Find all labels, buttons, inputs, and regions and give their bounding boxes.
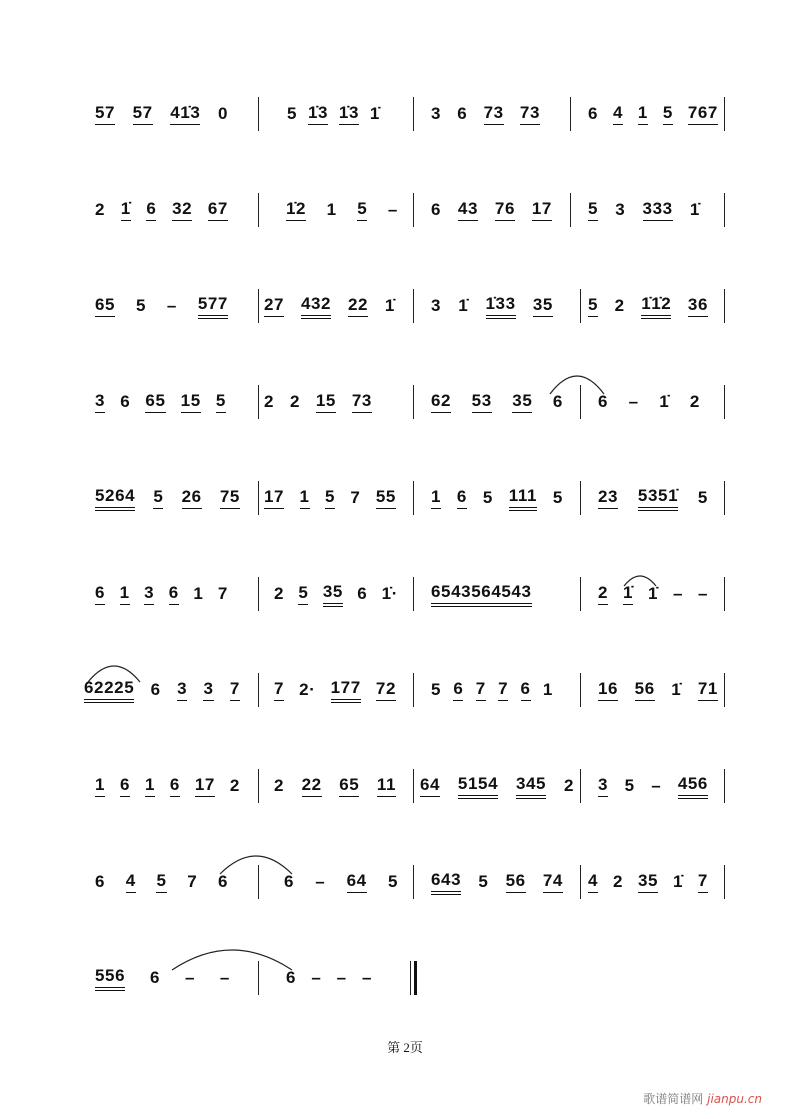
- note-group: 73: [352, 391, 372, 413]
- note-group: 3: [615, 200, 626, 219]
- note-group: 27: [264, 295, 284, 317]
- note-group: 456: [678, 774, 708, 799]
- note-group: 7: [476, 679, 486, 701]
- note-group: 5: [156, 871, 166, 893]
- note-group: 5: [588, 199, 598, 221]
- bar-line: [724, 385, 725, 419]
- measure: [431, 390, 563, 414]
- measure: [588, 102, 718, 126]
- note-group: 2·: [299, 680, 316, 699]
- note-group: 6: [169, 583, 179, 605]
- note-group: 5: [135, 296, 147, 315]
- note-group: 7: [698, 871, 708, 893]
- note-group: 1: [300, 487, 310, 509]
- bar-line: [258, 769, 259, 803]
- watermark-text: 歌谱简谱网: [643, 1092, 704, 1106]
- note-group: 2: [264, 392, 275, 411]
- measure: [95, 390, 226, 414]
- measure: [286, 966, 372, 990]
- note-group: 1̇: [121, 199, 131, 221]
- note-group: 345: [516, 774, 546, 799]
- note-group: 2: [563, 776, 574, 795]
- note-group: –: [672, 584, 684, 603]
- measure: [95, 582, 228, 606]
- measure: [264, 294, 395, 318]
- note-group: 67: [208, 199, 228, 221]
- bar-line: [580, 481, 581, 515]
- note-group: 177: [331, 678, 361, 703]
- note-group: 1̇: [623, 583, 633, 605]
- note-group: 2: [689, 392, 700, 411]
- measure: [84, 678, 240, 702]
- note-group: 1̇: [384, 296, 395, 315]
- note-group: –: [361, 968, 372, 987]
- measure: [598, 678, 718, 702]
- note-group: 432: [301, 294, 331, 319]
- bar-line: [413, 769, 414, 803]
- measure: [95, 966, 230, 990]
- note-group: –: [628, 392, 639, 411]
- note-group: 6: [453, 679, 463, 701]
- note-group: 5264: [95, 486, 135, 511]
- note-group: 7: [187, 872, 198, 891]
- note-group: 2: [274, 776, 285, 795]
- note-group: 2: [274, 584, 285, 603]
- measure: [95, 294, 228, 318]
- bar-line: [413, 97, 414, 131]
- measure: [264, 486, 396, 510]
- bar-line: [724, 193, 725, 227]
- note-group: 333: [643, 199, 673, 221]
- note-group: 1̇33: [486, 294, 516, 319]
- score-line: [0, 391, 790, 442]
- note-group: 57: [95, 103, 115, 125]
- note-group: 35: [512, 391, 532, 413]
- bar-line: [724, 865, 725, 899]
- note-group: 1: [431, 487, 441, 509]
- note-group: 7: [498, 679, 508, 701]
- note-group: 6: [95, 872, 106, 891]
- slur: [220, 856, 292, 874]
- note-group: 5: [697, 488, 708, 507]
- final-barline-thick: [414, 961, 417, 995]
- bar-line: [413, 193, 414, 227]
- note-group: 3: [598, 775, 608, 797]
- note-group: 7: [350, 488, 361, 507]
- note-group: 73: [484, 103, 504, 125]
- bar-line: [724, 769, 725, 803]
- note-group: 74: [543, 871, 563, 893]
- note-group: 111: [509, 486, 537, 511]
- measure: [598, 390, 700, 414]
- bar-line: [413, 481, 414, 515]
- note-group: 1̇3: [308, 103, 328, 125]
- note-group: 5: [153, 487, 163, 509]
- measure: [95, 870, 228, 894]
- note-group: 6: [120, 392, 131, 411]
- note-group: 6: [521, 679, 531, 701]
- note-group: 2: [289, 392, 300, 411]
- note-group: 41̇3: [170, 103, 200, 125]
- bar-line: [580, 865, 581, 899]
- note-group: 6: [457, 487, 467, 509]
- note-group: 5: [482, 488, 493, 507]
- note-group: 6: [284, 872, 295, 891]
- note-group: 6: [588, 104, 599, 123]
- note-group: 1̇: [659, 392, 670, 411]
- score-line: [0, 199, 790, 250]
- note-group: 53: [472, 391, 492, 413]
- note-group: 1̇: [369, 104, 380, 123]
- note-group: 1: [542, 680, 553, 699]
- bar-line: [570, 97, 571, 131]
- note-group: 3: [431, 104, 442, 123]
- measure: [95, 774, 240, 798]
- measure: [431, 294, 553, 318]
- note-group: 32: [172, 199, 192, 221]
- measure: [284, 870, 398, 894]
- bar-line: [724, 673, 725, 707]
- final-barline-thin: [410, 961, 411, 995]
- note-group: 7: [230, 679, 240, 701]
- note-group: 6: [217, 872, 228, 891]
- note-group: 6: [286, 968, 297, 987]
- note-group: 1: [193, 584, 204, 603]
- measure: [588, 198, 700, 222]
- note-group: 72: [376, 679, 396, 701]
- note-group: 6: [150, 968, 161, 987]
- note-group: 56: [506, 871, 526, 893]
- measure: [95, 486, 240, 510]
- bar-line: [258, 673, 259, 707]
- note-group: 1̇·: [381, 584, 398, 603]
- score-line: [0, 869, 790, 922]
- bar-line: [258, 193, 259, 227]
- note-group: 22: [302, 775, 322, 797]
- bar-line: [413, 385, 414, 419]
- note-group: 1̇3: [339, 103, 359, 125]
- measure: [431, 678, 553, 702]
- note-group: 26: [182, 487, 202, 509]
- note-group: 1: [120, 583, 130, 605]
- note-group: 17: [195, 775, 215, 797]
- note-group: 76: [495, 199, 515, 221]
- note-group: 75: [220, 487, 240, 509]
- note-group: 5: [325, 487, 335, 509]
- bar-line: [413, 673, 414, 707]
- note-group: 57: [133, 103, 153, 125]
- note-group: 6543564543: [431, 582, 532, 607]
- note-group: 7: [274, 679, 284, 701]
- measure: [95, 198, 228, 222]
- note-group: 35: [638, 871, 658, 893]
- bar-line: [413, 577, 414, 611]
- score-line: [0, 581, 790, 634]
- measure: [264, 390, 372, 414]
- note-group: 1: [326, 200, 337, 219]
- note-group: 65: [339, 775, 359, 797]
- note-group: 65: [145, 391, 165, 413]
- bar-line: [580, 289, 581, 323]
- note-group: 6: [431, 200, 442, 219]
- measure: [431, 102, 540, 126]
- measure: [431, 870, 563, 894]
- note-group: 643: [431, 870, 461, 895]
- bar-line: [724, 577, 725, 611]
- bar-line: [258, 577, 259, 611]
- bar-line: [258, 481, 259, 515]
- note-group: 5351̇: [638, 486, 678, 511]
- bar-line: [580, 577, 581, 611]
- note-group: 5: [357, 199, 367, 221]
- note-group: 3: [203, 679, 213, 701]
- note-group: 2: [614, 296, 625, 315]
- note-group: 5: [478, 872, 489, 891]
- note-group: 1̇: [689, 200, 700, 219]
- note-group: 556: [95, 966, 125, 991]
- site-watermark: [643, 1090, 762, 1107]
- bar-line: [724, 481, 725, 515]
- note-group: –: [311, 968, 322, 987]
- note-group: 36: [688, 295, 708, 317]
- measure: [420, 774, 574, 798]
- note-group: 6: [170, 775, 180, 797]
- note-group: –: [184, 968, 196, 987]
- note-group: 17: [532, 199, 552, 221]
- note-group: 15: [316, 391, 336, 413]
- note-group: 71: [698, 679, 718, 701]
- note-group: 5154: [458, 774, 498, 799]
- note-group: 1̇: [458, 296, 469, 315]
- score-line: [0, 677, 790, 730]
- note-group: –: [336, 968, 347, 987]
- note-group: –: [166, 296, 177, 315]
- measure: [588, 294, 708, 318]
- measure: [287, 102, 380, 126]
- note-group: 6: [598, 392, 609, 411]
- note-group: 2: [229, 776, 240, 795]
- note-group: 1̇: [671, 680, 682, 699]
- note-group: 2: [95, 200, 106, 219]
- note-group: 6: [120, 775, 130, 797]
- bar-line: [413, 289, 414, 323]
- note-group: 6: [457, 104, 468, 123]
- bar-line: [258, 865, 259, 899]
- bar-line: [258, 385, 259, 419]
- note-group: 767: [688, 103, 718, 125]
- note-group: –: [697, 584, 708, 603]
- note-group: 3: [144, 583, 154, 605]
- note-group: 5: [431, 680, 442, 699]
- bar-line: [724, 97, 725, 131]
- measure: [274, 774, 396, 798]
- note-group: 73: [520, 103, 540, 125]
- bar-line: [580, 385, 581, 419]
- note-group: 23: [598, 487, 618, 509]
- note-group: 1: [95, 775, 105, 797]
- note-group: 5: [216, 391, 226, 413]
- note-group: 3: [177, 679, 187, 701]
- measure: [598, 486, 708, 510]
- watermark-url: jianpu.cn: [707, 1092, 762, 1106]
- note-group: 5: [298, 583, 308, 605]
- note-group: 15: [181, 391, 201, 413]
- note-group: 11: [377, 775, 396, 797]
- measure: [431, 582, 553, 606]
- score-line: [0, 485, 790, 538]
- note-group: –: [651, 776, 662, 795]
- note-group: 16: [598, 679, 618, 701]
- note-group: 65: [95, 295, 115, 317]
- note-group: 5: [287, 104, 298, 123]
- note-group: 6: [357, 584, 368, 603]
- note-group: 55: [376, 487, 396, 509]
- bar-line: [570, 193, 571, 227]
- note-group: 5: [387, 872, 398, 891]
- note-group: –: [315, 872, 326, 891]
- note-group: 6: [552, 392, 563, 411]
- note-group: –: [387, 200, 398, 219]
- note-group: 1̇2: [286, 199, 306, 221]
- note-group: 35: [533, 295, 553, 317]
- note-group: 1: [638, 103, 648, 125]
- note-group: 1: [145, 775, 155, 797]
- note-group: 64: [420, 775, 440, 797]
- measure: [274, 678, 396, 702]
- measure: [95, 102, 228, 126]
- score-line: [0, 965, 790, 1018]
- note-group: 6: [150, 680, 161, 699]
- note-group: 2: [612, 872, 624, 891]
- note-group: 4: [126, 871, 136, 893]
- note-group: 43: [458, 199, 478, 221]
- bar-line: [724, 289, 725, 323]
- note-group: 5: [663, 103, 673, 125]
- note-group: 4: [588, 871, 598, 893]
- note-group: 6: [146, 199, 156, 221]
- note-group: 1̇: [647, 584, 659, 603]
- note-group: 62225: [84, 678, 134, 703]
- bar-line: [580, 769, 581, 803]
- note-group: 56: [635, 679, 655, 701]
- note-group: 5: [624, 776, 635, 795]
- note-group: 5: [588, 295, 598, 317]
- note-group: 62: [431, 391, 451, 413]
- measure: [431, 486, 563, 510]
- note-group: 0: [217, 104, 228, 123]
- score-line: [0, 293, 790, 346]
- note-group: –: [219, 968, 230, 987]
- note-group: 17: [264, 487, 284, 509]
- note-group: 7: [217, 584, 228, 603]
- note-group: 2: [598, 583, 608, 605]
- measure: [598, 582, 708, 606]
- bar-line: [413, 865, 414, 899]
- note-group: 1̇1̇2: [641, 294, 671, 319]
- note-group: 6: [95, 583, 105, 605]
- score-line: [0, 103, 790, 154]
- measure: [588, 870, 708, 894]
- note-group: 22: [348, 295, 368, 317]
- page-number: 第 2页: [387, 1040, 423, 1055]
- note-group: 3: [95, 391, 105, 413]
- note-group: 64: [347, 871, 367, 893]
- note-group: 5: [552, 488, 563, 507]
- note-group: 577: [198, 294, 228, 319]
- measure: [286, 198, 398, 222]
- bar-line: [580, 673, 581, 707]
- note-group: 3: [431, 296, 442, 315]
- bar-line: [258, 289, 259, 323]
- measure: [598, 774, 708, 798]
- note-group: 4: [613, 103, 623, 125]
- measure: [431, 198, 552, 222]
- score-line: [0, 773, 790, 826]
- bar-line: [258, 961, 259, 995]
- note-group: 1̇: [672, 872, 684, 891]
- measure: [274, 582, 398, 606]
- bar-line: [258, 97, 259, 131]
- note-group: 35: [323, 582, 343, 607]
